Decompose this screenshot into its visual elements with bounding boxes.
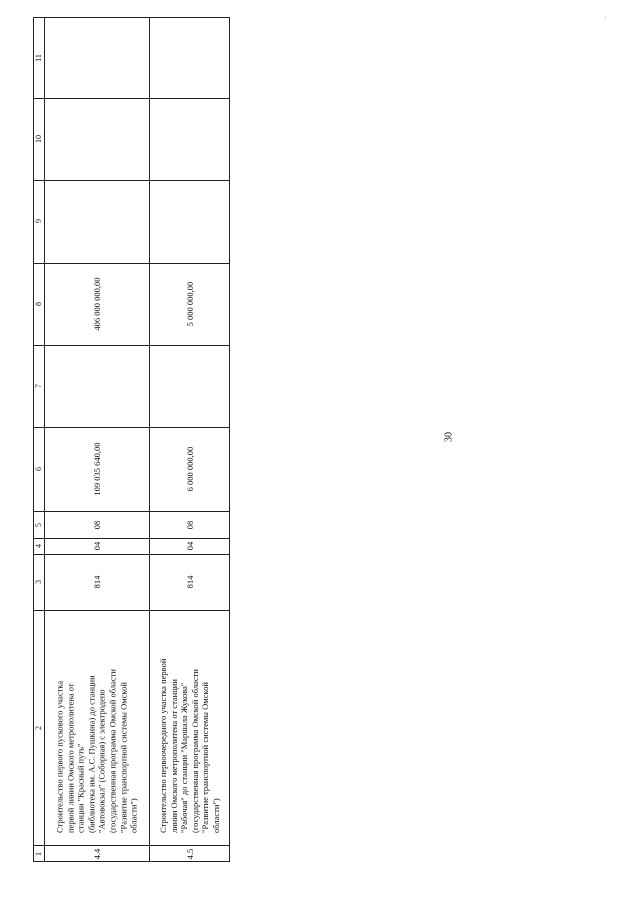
col-header-9: 9 (34, 219, 43, 223)
col-divider (34, 98, 229, 99)
desc-line: Строительство первого пускового участка (54, 680, 65, 833)
cell-amount-6: 6 000 000,00 (184, 446, 195, 492)
desc-line: первой линии Омского метрополитена от (65, 683, 76, 833)
desc-line: линии Омского метрополитена от станции (168, 679, 179, 833)
col-header-4: 4 (34, 544, 43, 548)
desc-line: "Автовокзал" (Соборная) с электродепо (97, 689, 107, 833)
desc-line: "Развитие транспортной системы Омской (118, 682, 129, 833)
row-number: 4.4 (91, 848, 102, 860)
col-header-1: 1 (34, 852, 43, 856)
col-header-8: 8 (34, 302, 43, 306)
cell-code-5: 08 (91, 520, 102, 530)
col-header-7: 7 (34, 384, 43, 388)
desc-line: станции "Красный путь" (75, 743, 86, 833)
col-header-10: 10 (34, 135, 43, 143)
col-header-11: 11 (34, 54, 43, 62)
cell-amount-8: 5 000 000,00 (184, 281, 195, 327)
header-separator (44, 18, 45, 861)
col-divider (34, 263, 229, 264)
desc-line: (библиотека им. А.С. Пушкина) до станции (86, 675, 97, 833)
desc-line: "Рабочая" до станции "Маршала Жукова" (179, 682, 190, 833)
col-header-3: 3 (34, 580, 43, 584)
cell-code-3: 814 (184, 575, 195, 589)
desc-line: (государственная программа Омской области (107, 669, 118, 833)
col-header-5: 5 (34, 523, 43, 527)
row-number: 4.5 (184, 848, 195, 860)
row-description (55, 623, 140, 833)
budget-table (33, 17, 230, 862)
col-divider (34, 554, 229, 555)
cell-code-4: 04 (184, 541, 195, 551)
desc-line: "Развитие транспортной системы Омской (200, 682, 211, 833)
cell-code-5: 08 (184, 520, 195, 530)
cell-code-4: 04 (91, 541, 102, 551)
row-description (158, 623, 222, 833)
col-divider (34, 180, 229, 181)
col-divider (34, 538, 229, 539)
desc-line: (государственная программа Омской области (190, 669, 200, 833)
col-header-6: 6 (34, 467, 43, 471)
col-divider (34, 511, 229, 512)
col-divider (34, 345, 229, 346)
col-divider (34, 845, 229, 846)
desc-line: области") (128, 798, 139, 833)
row-separator (149, 18, 150, 861)
cell-code-3: 814 (91, 575, 102, 589)
cell-amount-6: 109 035 640,00 (91, 442, 102, 496)
col-divider (34, 427, 229, 428)
page-number: 30 (443, 432, 455, 442)
scan-mark: · (604, 14, 607, 23)
desc-line: области") (211, 798, 222, 833)
desc-line: Строительство первоочередного участка первой (158, 658, 169, 833)
cell-amount-8: 406 000 000,00 (91, 277, 102, 331)
col-divider (34, 610, 229, 611)
col-header-2: 2 (34, 726, 43, 730)
